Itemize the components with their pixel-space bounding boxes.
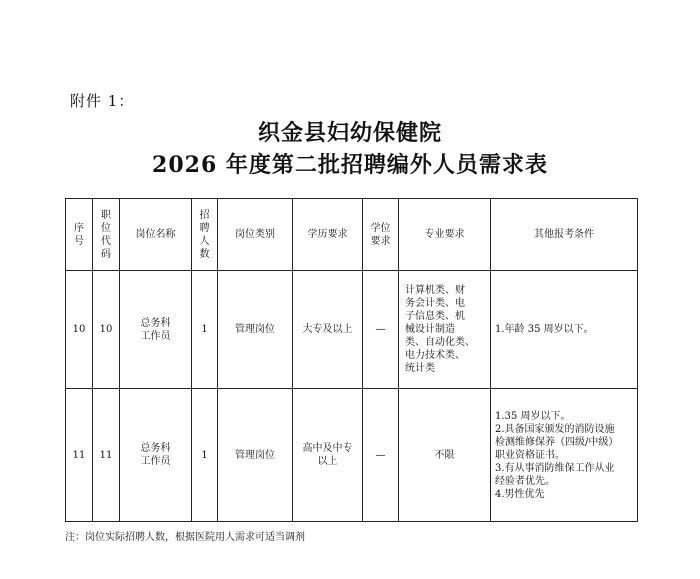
document-title-line1: 织金县妇幼保健院 bbox=[257, 120, 442, 146]
cell-degree: — bbox=[363, 389, 399, 522]
cell-major: 不限 bbox=[399, 389, 491, 522]
cell-degree: — bbox=[363, 271, 399, 389]
cell-category: 管理岗位 bbox=[218, 271, 293, 389]
header-category: 岗位类别 bbox=[218, 199, 293, 271]
cell-seq: 11 bbox=[66, 389, 93, 522]
cell-code: 11 bbox=[93, 389, 120, 522]
document-title-line2: 2026 年度第二批招聘编外人员需求表 bbox=[152, 152, 548, 178]
cell-category: 管理岗位 bbox=[218, 389, 293, 522]
cell-count: 1 bbox=[192, 389, 218, 522]
cell-education: 高中及中专 以上 bbox=[293, 389, 363, 522]
cell-count: 1 bbox=[192, 271, 218, 389]
header-other: 其他报考条件 bbox=[491, 199, 638, 271]
header-code: 职 位 代 码 bbox=[93, 199, 120, 271]
cell-major: 计算机类、财 务会计类、电 子信息类、机 械设计制造 类、自动化类、 电力技术类、 统计类 bbox=[399, 271, 491, 389]
cell-seq: 10 bbox=[66, 271, 93, 389]
recruitment-table bbox=[65, 198, 638, 522]
cell-other: 1.年龄 35 周岁以下。 bbox=[491, 271, 638, 389]
cell-education: 大专及以上 bbox=[293, 271, 363, 389]
table-row bbox=[66, 389, 638, 522]
cell-name: 总务科 工作员 bbox=[120, 271, 192, 389]
attachment-label: 附件 1： bbox=[70, 92, 135, 110]
header-education: 学历要求 bbox=[293, 199, 363, 271]
header-major: 专业要求 bbox=[399, 199, 491, 271]
header-name: 岗位名称 bbox=[120, 199, 192, 271]
cell-name: 总务科 工作员 bbox=[120, 389, 192, 522]
header-count: 招 聘 人 数 bbox=[192, 199, 218, 271]
cell-code: 10 bbox=[93, 271, 120, 389]
header-degree: 学位 要求 bbox=[363, 199, 399, 271]
table-header-row bbox=[66, 199, 638, 271]
cell-other: 1.35 周岁以下。 2.具备国家颁发的消防设施 检测维修保养（四级/中级） 职业资格证书。 3.有从事消防维保工作从业 经验者优先。 4.男性优先 bbox=[491, 389, 638, 522]
footnote: 注：岗位实际招聘人数，根据医院用人需求可适当调剂 bbox=[65, 532, 305, 543]
header-seq: 序 号 bbox=[66, 199, 93, 271]
table-row bbox=[66, 271, 638, 389]
